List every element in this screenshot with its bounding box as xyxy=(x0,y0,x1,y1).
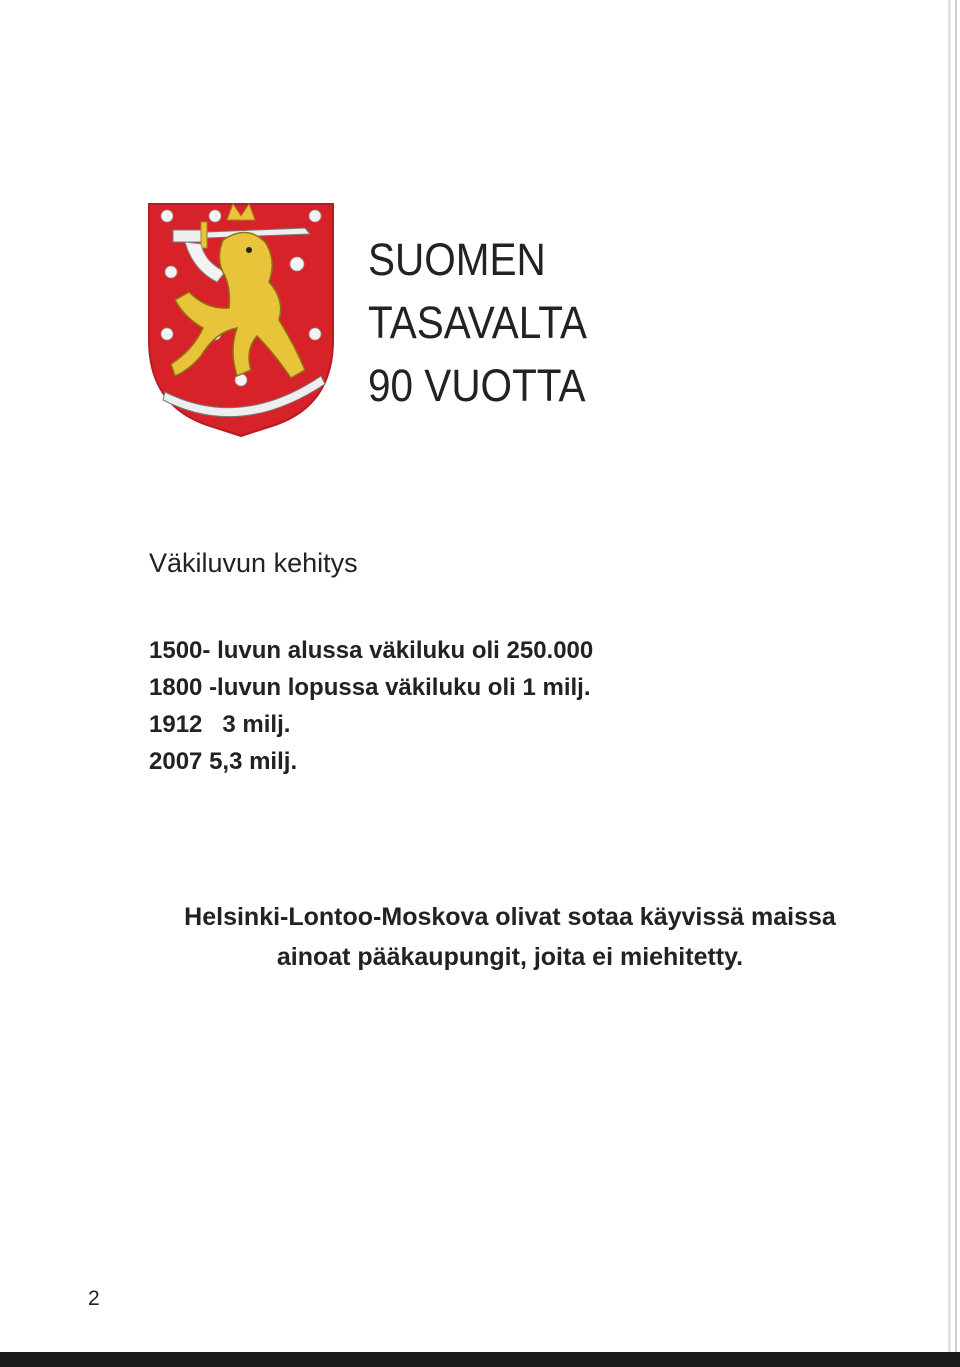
list-item xyxy=(149,632,593,669)
title-line: SUOMEN xyxy=(368,234,546,285)
title-line: TASAVALTA xyxy=(368,297,588,348)
year: 2007 xyxy=(149,748,203,775)
capitals-paragraph xyxy=(100,897,920,977)
year: 1912 xyxy=(149,711,203,738)
page-number: 2 xyxy=(88,1287,100,1310)
list-item xyxy=(149,743,593,780)
population-text: 3 milj. xyxy=(222,711,291,738)
section-heading: Väkiluvun kehitys xyxy=(149,548,358,578)
population-text: 5,3 milj. xyxy=(209,748,298,775)
year: 1800 xyxy=(149,674,203,701)
scan-edge xyxy=(0,1352,960,1367)
page-title xyxy=(368,228,587,417)
list-item xyxy=(149,706,593,743)
year: 1500- xyxy=(149,637,211,664)
population-text: -luvun lopussa väkiluku oli 1 milj. xyxy=(209,674,591,701)
scan-edge xyxy=(955,0,957,1367)
population-list xyxy=(149,632,593,780)
scan-edge xyxy=(948,0,951,1367)
population-text: luvun alussa väkiluku oli 250.000 xyxy=(217,637,594,664)
paragraph-line: Helsinki-Lontoo-Moskova olivat sotaa käyvissä maissa xyxy=(184,903,836,931)
list-item xyxy=(149,669,593,706)
paragraph-line: ainoat pääkaupungit, joita ei miehitetty. xyxy=(276,943,744,971)
title-line: 90 VUOTTA xyxy=(368,360,586,411)
finland-coat-of-arms-icon xyxy=(145,200,337,438)
